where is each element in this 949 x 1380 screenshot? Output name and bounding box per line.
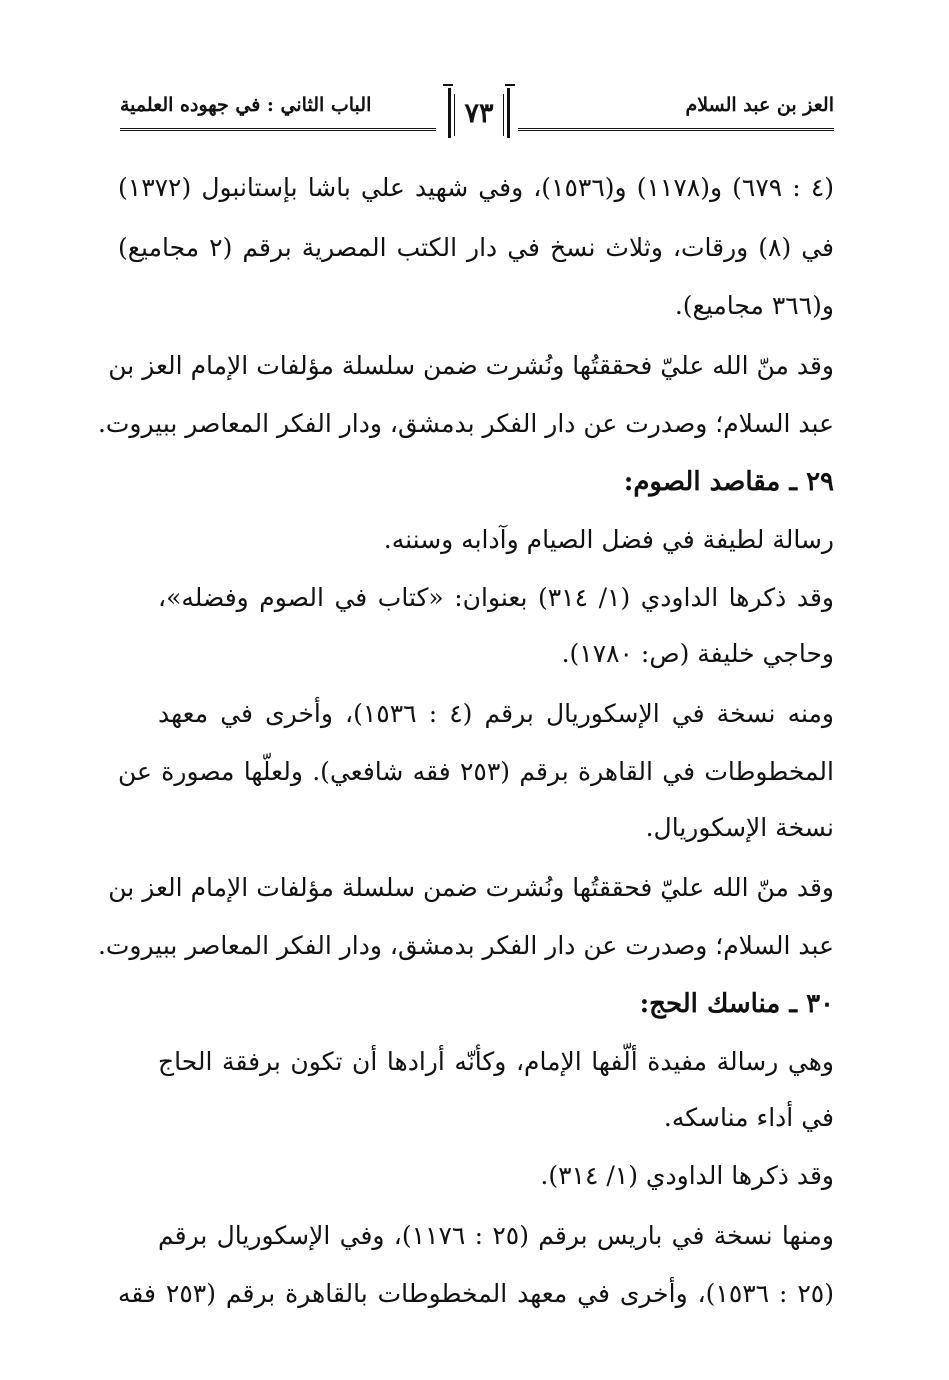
body-line: في (٨) ورقات، وثلاث نسخ في دار الكتب المصرية برقم (٢ مجاميع) (118, 233, 834, 262)
body-line: في أداء مناسكه. (663, 1103, 834, 1132)
page-header (120, 84, 834, 154)
section-heading: ٢٩ ـ مقاصد الصوم: (623, 467, 834, 497)
body-line: المخطوطات في القاهرة برقم (٢٥٣ فقه شافعي). ولعلّها مصورة عن (118, 757, 834, 786)
chapter-title: الباب الثاني : في جهوده العلمية (120, 94, 372, 116)
body-line: وقد ذكرها الداودي (١/ ٣١٤). (540, 1161, 834, 1190)
page-number: ٧٣ (464, 98, 494, 129)
body-line: وقد منّ الله عليّ فحققتُها ونُشرت ضمن سلسلة مؤلفات الإمام العز بن (108, 351, 834, 380)
body-line: نسخة الإسكوريال. (645, 813, 834, 842)
body-line: وقد ذكرها الداودي (١/ ٣١٤) بعنوان: «كتاب في الصوم وفضله»، (158, 583, 834, 612)
body-line: رسالة لطيفة في فضل الصيام وآدابه وسننه. (383, 525, 834, 554)
body-line: (٢٥ : ١٥٣٦)، وأخرى في معهد المخطوطات بالقاهرة برقم (٢٥٣ فقه (118, 1279, 834, 1308)
book-title: العز بن عبد السلام (685, 94, 834, 116)
section-heading: ٣٠ ـ مناسك الحج: (639, 989, 834, 1019)
body-line: وحاجي خليفة (ص: ١٧٨٠). (561, 639, 834, 668)
header-rule-right (518, 128, 834, 131)
page-number-frame (442, 84, 516, 142)
body-line: وهي رسالة مفيدة ألّفها الإمام، وكأنّه أرادها أن تكون برفقة الحاج (158, 1047, 834, 1076)
body-line: (٤ : ٦٧٩) و(١١٧٨) و(١٥٣٦)، وفي شهيد علي باشا بإستانبول (١٣٧٢) (118, 173, 835, 202)
body-line: عبد السلام؛ وصدرت عن دار الفكر بدمشق، ودار الفكر المعاصر ببيروت. (97, 931, 834, 960)
body-line: عبد السلام؛ وصدرت عن دار الفكر بدمشق، ودار الفكر المعاصر ببيروت. (97, 409, 834, 438)
header-rule-left (120, 128, 436, 131)
body-line: ومنه نسخة في الإسكوريال برقم (٤ : ١٥٣٦)، وأخرى في معهد (158, 699, 834, 728)
body-line: وقد منّ الله عليّ فحققتُها ونُشرت ضمن سلسلة مؤلفات الإمام العز بن (108, 873, 834, 902)
body-line: و(٣٦٦ مجاميع). (674, 291, 834, 320)
body-line: ومنها نسخة في باريس برقم (٢٥ : ١١٧٦)، وفي الإسكوريال برقم (158, 1221, 834, 1250)
